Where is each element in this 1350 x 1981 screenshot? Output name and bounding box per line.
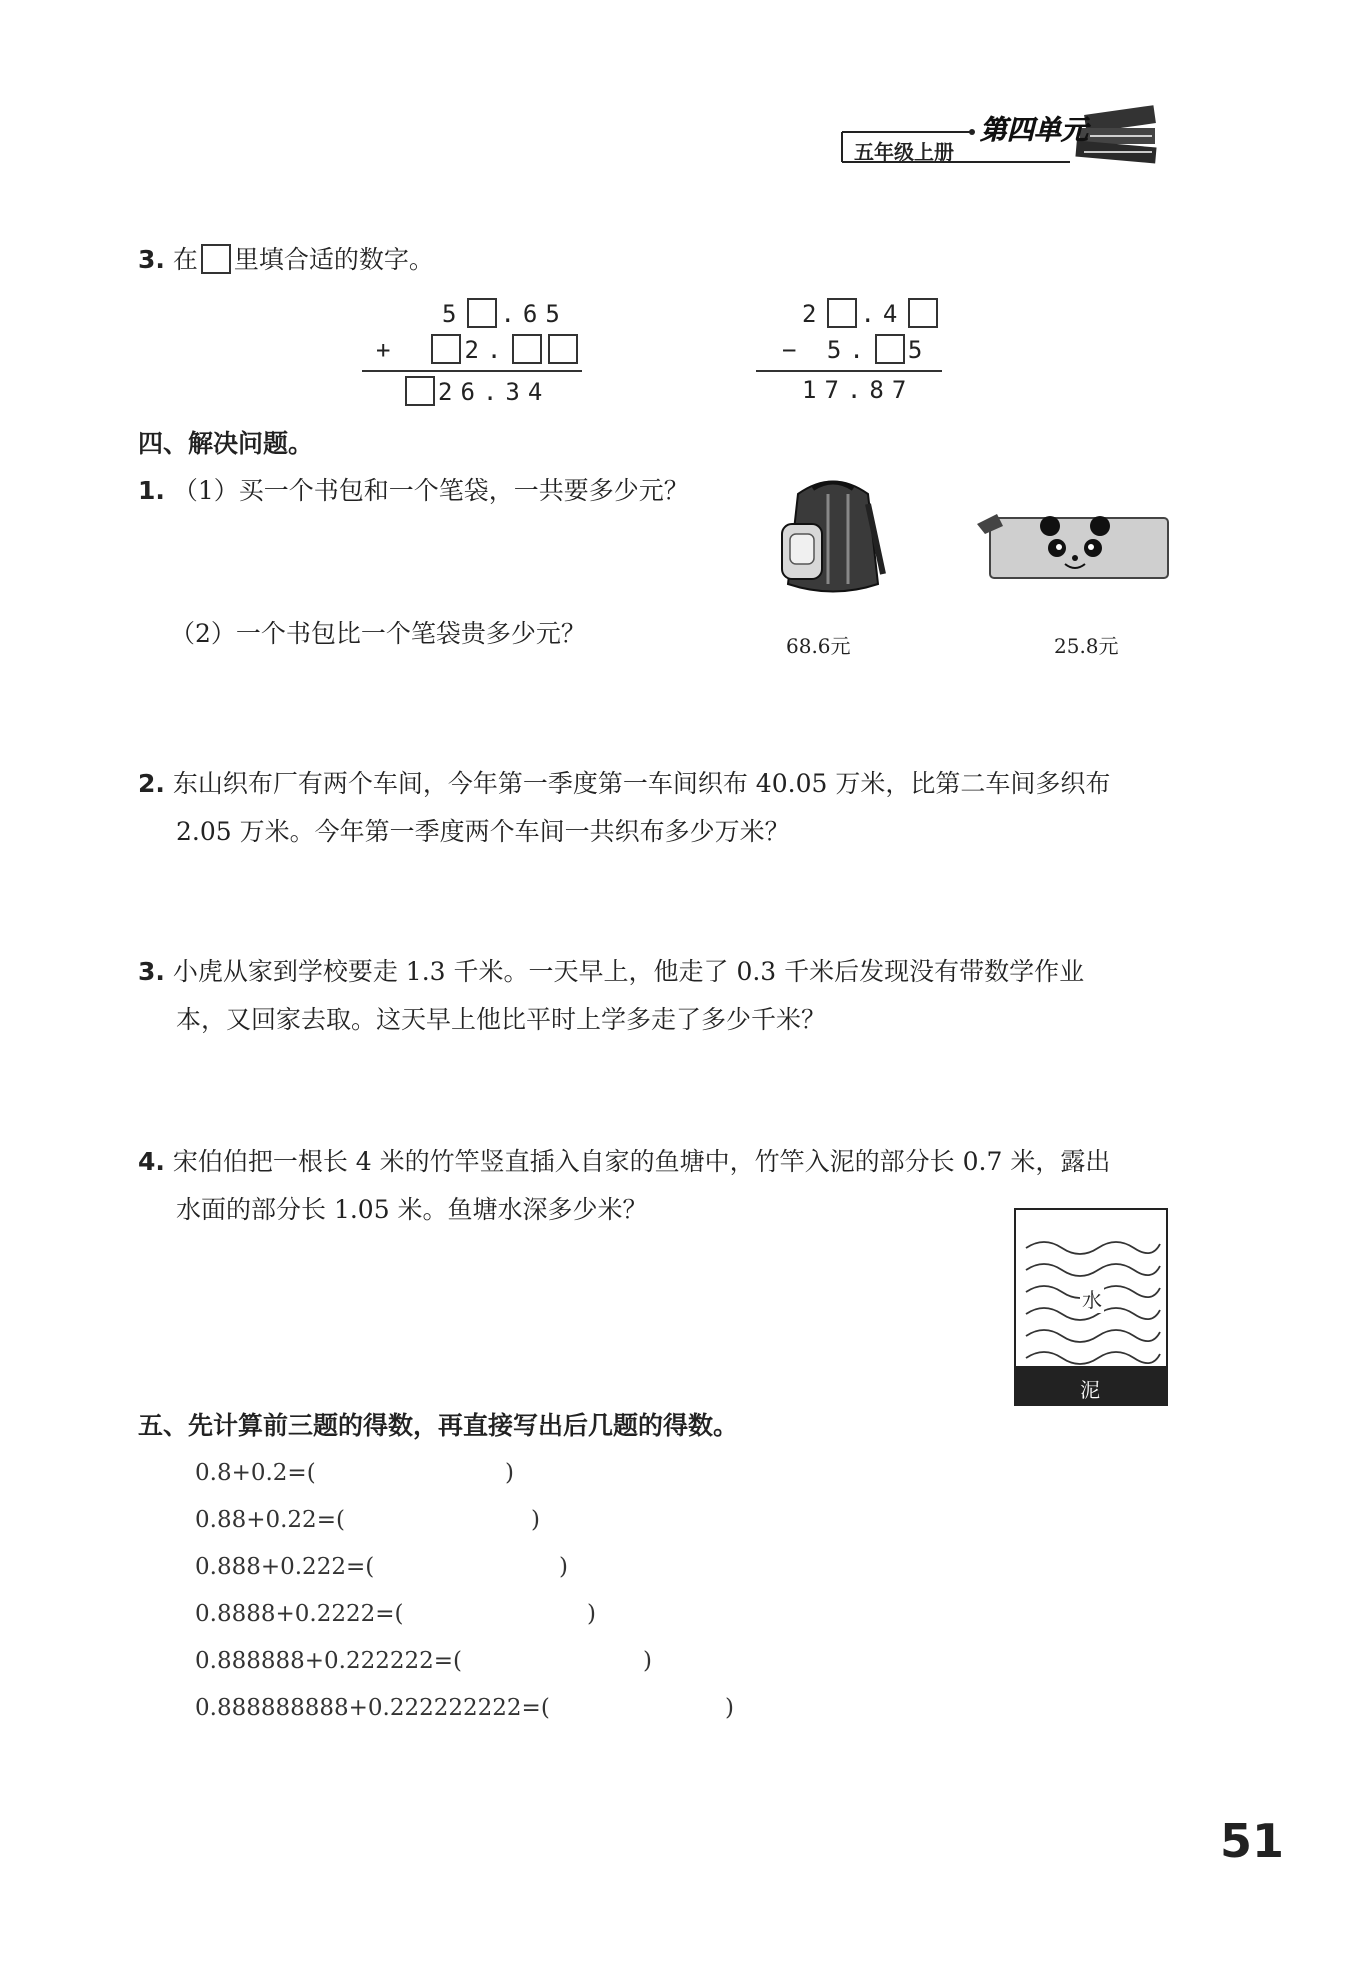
close-paren: ) [587, 1601, 596, 1627]
section4-title: 四、解决问题。 [138, 429, 314, 458]
close-paren: ) [725, 1695, 734, 1721]
pond-diagram [1014, 1208, 1168, 1406]
digit-blank[interactable] [431, 334, 461, 364]
digit-blank[interactable] [548, 334, 578, 364]
calc-item: 0.88+0.22=( [195, 1507, 345, 1533]
subtraction-problem: 2 .4 − 5. 5 17.87 [752, 298, 952, 408]
calc-item: 0.888888+0.222222=( [195, 1648, 463, 1674]
page-number: 51 [1220, 1814, 1285, 1868]
section5-title: 五、先计算前三题的得数，再直接写出后几题的得数。 [138, 1411, 739, 1440]
digit-blank[interactable] [908, 298, 938, 328]
blank-box [201, 244, 231, 274]
digit-blank[interactable] [875, 334, 905, 364]
calc-item: 0.888888888+0.222222222=( [195, 1695, 550, 1721]
backpack-icon [768, 474, 898, 604]
s4-q1-part2: （2）一个书包比一个笔袋贵多少元？ [170, 619, 586, 648]
s4-q2: 2. 东山织布厂有两个车间，今年第一季度第一车间织布 40.05 万米，比第二车间多织布 2.05 万米。今年第一季度两个车间一共织布多少万米？ [138, 769, 1111, 846]
pencilcase-price: 25.8元 [1054, 634, 1119, 658]
page-header [840, 100, 1180, 180]
pencilcase-image [975, 506, 1175, 586]
calc-item: 0.8+0.2=( [195, 1460, 316, 1486]
grade-label: 五年级上册 [854, 140, 954, 164]
plus-sign: + [376, 336, 399, 364]
water-label: 水 [1080, 1284, 1104, 1313]
digit-blank[interactable] [827, 298, 857, 328]
pencil-case-icon [975, 506, 1175, 586]
q3-fill-instruction: 3. 在 里填合适的数字。 [138, 245, 434, 274]
unit-label: 第四单元 [980, 115, 1088, 146]
digit-blank[interactable] [405, 376, 435, 406]
digit-blank[interactable] [467, 298, 497, 328]
s4-q4: 4. 宋伯伯把一根长 4 米的竹竿竖直插入自家的鱼塘中，竹竿入泥的部分长 0.7 米，露出 水面的部分长 1.05 米。鱼塘水深多少米？ [138, 1147, 1111, 1224]
calc-item: 0.888+0.222=( [195, 1554, 375, 1580]
close-paren: ) [643, 1648, 652, 1674]
minus-sign: − [782, 336, 805, 364]
s4-q1-part1: 1. （1）买一个书包和一个笔袋，一共要多少元？ [138, 476, 689, 505]
close-paren: ) [531, 1507, 540, 1533]
addition-problem: 5 .65 + 2. 26.34 [362, 298, 602, 408]
backpack-image [768, 474, 898, 604]
backpack-price: 68.6元 [786, 634, 851, 658]
close-paren: ) [505, 1460, 514, 1486]
mud-label: 泥 [1080, 1378, 1100, 1402]
close-paren: ) [559, 1554, 568, 1580]
calc-item: 0.8888+0.2222=( [195, 1601, 404, 1627]
digit-blank[interactable] [512, 334, 542, 364]
s4-q3: 3. 小虎从家到学校要走 1.3 千米。一天早上，他走了 0.3 千米后发现没有带数学作业 本，又回家去取。这天早上他比平时上学多走了多少千米？ [138, 957, 1085, 1034]
